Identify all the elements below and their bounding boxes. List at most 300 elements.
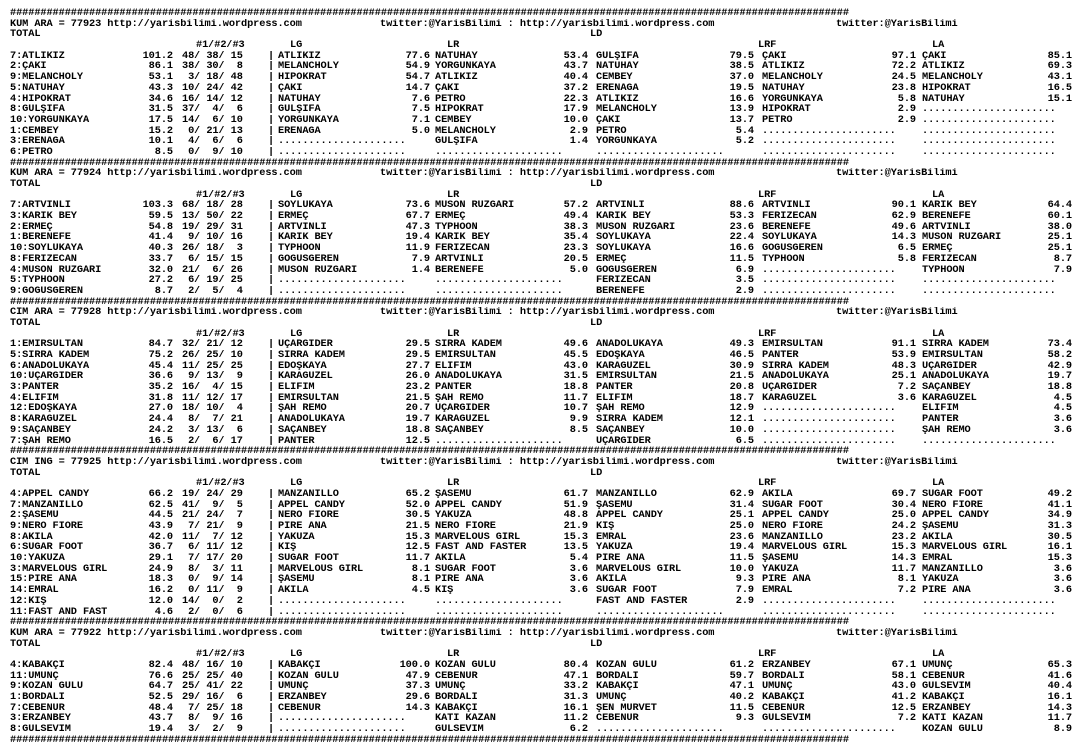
- ld-horse: ELİFİM: [596, 392, 633, 404]
- column-divider: |: [268, 146, 275, 158]
- horse-places: 14/ 6/ 10: [182, 114, 243, 126]
- lrf-horse: ŞASEMU: [762, 553, 799, 564]
- race-title-line: [10, 457, 1072, 468]
- horse-total-score: 35.2: [148, 382, 173, 393]
- places-label: #1/#2/#3: [196, 649, 245, 660]
- lrf-horse: MELANCHOLY: [762, 72, 823, 83]
- la-score: 38.0: [1047, 221, 1072, 233]
- horse-places: 2/ 0/ 6: [182, 606, 243, 618]
- column-divider: |: [268, 350, 275, 361]
- table-row: [10, 532, 1072, 543]
- table-row: [10, 94, 1072, 105]
- ld-score: 16.6: [729, 93, 754, 105]
- table-row: [10, 713, 1072, 724]
- horse-places: 19/ 29/ 31: [182, 221, 243, 233]
- lg-score: 52.0: [405, 499, 430, 511]
- la-horse: ......................: [922, 595, 1056, 607]
- lr-score: 47.1: [563, 670, 588, 682]
- lg-score: 1.4: [411, 264, 430, 276]
- lrf-label: LRF: [758, 649, 777, 660]
- la-score: 41.6: [1047, 670, 1072, 682]
- horse-total-name: 3:ERENAĞA: [10, 136, 65, 147]
- horse-total-name: 14:EMRAL: [10, 585, 59, 596]
- table-row: [10, 489, 1072, 500]
- table-row: [10, 660, 1072, 671]
- horse-total-score: 45.4: [148, 360, 173, 372]
- lr-horse: PETRO: [435, 93, 466, 105]
- table-row: [10, 147, 1072, 158]
- horse-total-name: 4:ELİFİM: [10, 392, 59, 404]
- ld-score: 10.0: [729, 563, 754, 575]
- lg-score: 21.5: [405, 521, 430, 532]
- ld-horse: EMRAL: [596, 531, 627, 543]
- horse-total-score: 64.7: [148, 681, 173, 692]
- column-divider: |: [268, 499, 275, 511]
- lg-score: 11.7: [405, 553, 430, 564]
- ld-horse: UMUNÇ: [596, 692, 627, 703]
- lr-score: 33.2: [563, 681, 588, 692]
- ld-horse: GÖĞÜSGEREN: [596, 264, 657, 276]
- horse-total-name: 1:EMİRSULTAN: [10, 339, 83, 350]
- la-horse: KOZAN GÜLÜ: [922, 724, 983, 735]
- la-score: 4.5: [1053, 392, 1072, 404]
- lr-score: 3.6: [569, 574, 588, 586]
- lr-horse: BERENEFE: [435, 264, 484, 276]
- ld-horse: KABAKÇI: [596, 681, 639, 692]
- lg-score: 27.7: [405, 360, 430, 372]
- la-score: 25.1: [1047, 243, 1072, 254]
- ld-horse: ERMEÇ: [596, 253, 627, 265]
- la-score: 43.1: [1047, 72, 1072, 83]
- horse-total-name: 4:HİPOKRAT: [10, 93, 71, 105]
- ld-horse: .....................: [596, 146, 724, 158]
- lg-score: 19.7: [405, 414, 430, 425]
- horse-total-name: 5:SIRRA KADEM: [10, 350, 90, 361]
- lrf-horse: ......................: [762, 403, 896, 415]
- lg-score: 7.6: [411, 93, 430, 105]
- table-row: [10, 500, 1072, 511]
- ld-score: 79.5: [729, 50, 754, 62]
- lrf-horse: GÖĞÜSGEREN: [762, 243, 823, 254]
- lr-horse: FAST AND FASTER: [435, 542, 527, 554]
- lg-score: 18.8: [405, 424, 430, 436]
- la-score: 31.3: [1047, 521, 1072, 532]
- column-divider: |: [268, 360, 275, 372]
- la-horse: MELANCHOLY: [922, 72, 983, 83]
- lg-horse: MARVELOUS GIRL: [278, 563, 364, 575]
- column-divider: |: [268, 243, 275, 254]
- horse-total-name: 7:CEBENUR: [10, 702, 65, 714]
- horse-total-score: 8.7: [154, 285, 173, 297]
- lg-horse: ANADOLUKAYA: [278, 414, 345, 425]
- horse-places: 9/ 13/ 9: [182, 371, 243, 383]
- column-divider: |: [268, 253, 275, 265]
- horse-total-name: 6:ANADOLUKAYA: [10, 360, 90, 372]
- lr-horse: KATI KAZAN: [435, 713, 496, 725]
- ld-score: 2.9: [735, 285, 754, 297]
- horse-total-name: 9:NERO FIORE: [10, 521, 83, 532]
- horse-places: 26/ 25/ 10: [182, 350, 243, 361]
- table-row: [10, 564, 1072, 575]
- lrf-horse: FERİZECAN: [762, 211, 817, 222]
- table-row: [10, 126, 1072, 137]
- horse-places: 11/ 25/ 25: [182, 360, 243, 372]
- lr-horse: KARIK BEY: [435, 232, 490, 244]
- lr-label: LR: [447, 649, 460, 660]
- horse-places: 25/ 41/ 22: [182, 681, 243, 692]
- ld-score: 12.9: [729, 403, 754, 415]
- column-divider: |: [268, 371, 275, 383]
- lg-horse: EDOŞKAYA: [278, 360, 327, 372]
- ld-score: 9.3: [735, 574, 754, 586]
- lg-score: 14.7: [405, 82, 430, 94]
- horse-total-score: 54.8: [148, 221, 173, 233]
- lrf-horse: ......................: [762, 275, 896, 286]
- horse-places: 6/ 19/ 25: [182, 275, 243, 286]
- lr-horse: UMUNÇ: [435, 681, 466, 692]
- total-label: TOTAL: [10, 317, 41, 329]
- column-divider: |: [268, 435, 275, 447]
- race-social-links: twitter:@YarisBilimi : http://yarisbilimi.wordpress.com: [380, 627, 715, 639]
- lr-horse: CEMBEY: [435, 114, 472, 126]
- separator-line: ##########################################################################################################################################: [10, 446, 849, 457]
- la-horse: UÇARGİDER: [922, 360, 977, 372]
- ld-score: 59.7: [729, 670, 754, 682]
- lrf-score: 41.2: [891, 692, 916, 703]
- la-score: 3.6: [1053, 563, 1072, 575]
- lg-horse: HİPOKRAT: [278, 72, 327, 83]
- ld-horse: ÇAKI: [596, 114, 621, 126]
- lrf-horse: UMUNÇ: [762, 681, 793, 692]
- horse-total-score: 16.2: [148, 585, 173, 596]
- ld-score: 18.7: [729, 392, 754, 404]
- column-divider: |: [268, 382, 275, 393]
- lrf-horse: TYPHOON: [762, 253, 805, 265]
- lr-score: 49.6: [563, 339, 588, 350]
- lg-horse: GÜLŞİFA: [278, 104, 321, 115]
- ld-horse: MELANCHOLY: [596, 104, 657, 115]
- ld-horse: AKİLA: [596, 574, 627, 586]
- lg-score: 14.3: [405, 702, 430, 714]
- lrf-score: 14.3: [891, 553, 916, 564]
- lg-horse: SIRRA KADEM: [278, 350, 345, 361]
- horse-total-name: 7:MANZANILLO: [10, 499, 83, 511]
- column-divider: |: [268, 702, 275, 714]
- ld-score: 61.2: [729, 659, 754, 671]
- lr-horse: YORGUNKAYA: [435, 61, 496, 73]
- lg-horse: ERENAĞA: [278, 125, 321, 137]
- lr-score: 61.7: [563, 488, 588, 500]
- la-horse: YAKUZA: [922, 574, 959, 586]
- lr-score: 3.6: [569, 563, 588, 575]
- lg-horse: EMİRSULTAN: [278, 392, 339, 404]
- la-horse: ......................: [922, 125, 1056, 137]
- horse-total-score: 103.3: [142, 200, 173, 212]
- horse-places: 11/ 12/ 17: [182, 392, 243, 404]
- horse-places: 19/ 24/ 29: [182, 488, 243, 500]
- lr-score: 9.9: [569, 414, 588, 425]
- lr-horse: MARVELOUS GIRL: [435, 531, 521, 543]
- ld-score: 25.1: [729, 510, 754, 521]
- lrf-horse: APPEL CANDY: [762, 510, 829, 521]
- lrf-horse: BERENEFE: [762, 221, 811, 233]
- la-score: 3.6: [1053, 585, 1072, 596]
- column-divider: |: [268, 670, 275, 682]
- table-row: [10, 211, 1072, 222]
- horse-total-name: 7:ATLIKIZ: [10, 50, 65, 62]
- lr-horse: .....................: [435, 275, 563, 286]
- lr-score: 8.5: [569, 424, 588, 436]
- la-score: 40.4: [1047, 681, 1072, 692]
- lg-horse: ELİFİM: [278, 382, 315, 393]
- horse-total-score: 19.4: [148, 724, 173, 735]
- lrf-horse: GÜLSEVİM: [762, 713, 811, 725]
- la-label: LA: [932, 189, 945, 201]
- la-horse: TYPHOON: [922, 264, 965, 276]
- table-row: [10, 232, 1072, 243]
- la-horse: ARTVİNLİ: [922, 221, 971, 233]
- lg-horse: KIŞ: [278, 542, 297, 554]
- lg-horse: MUSON RÜZGARI: [278, 264, 358, 276]
- horse-total-score: 43.3: [148, 82, 173, 94]
- lr-score: 18.8: [563, 382, 588, 393]
- horse-total-score: 42.0: [148, 531, 173, 543]
- lr-horse: UÇARGİDER: [435, 403, 490, 415]
- lr-score: 43.0: [563, 360, 588, 372]
- horse-places: 26/ 18/ 3: [182, 243, 243, 254]
- lrf-horse: SOYLUKAYA: [762, 232, 817, 244]
- horse-total-score: 59.5: [148, 211, 173, 222]
- lr-horse: KARAGÜZEL: [435, 414, 490, 425]
- ld-score: 16.6: [729, 243, 754, 254]
- lg-horse: AKİLA: [278, 585, 309, 596]
- horse-total-score: 24.2: [148, 424, 173, 436]
- lr-score: 5.4: [569, 553, 588, 564]
- lr-score: 45.5: [563, 350, 588, 361]
- la-score: 18.8: [1047, 382, 1072, 393]
- lr-horse: NATUHAY: [435, 50, 478, 62]
- la-label: LA: [932, 328, 945, 340]
- column-divider: |: [268, 61, 275, 73]
- race-social-links: twitter:@YarisBilimi : http://yarisbilimi.wordpress.com: [380, 18, 715, 30]
- lrf-score: 67.1: [891, 659, 916, 671]
- column-divider: |: [268, 488, 275, 500]
- ld-score: 40.2: [729, 692, 754, 703]
- lrf-horse: KARAGÜZEL: [762, 392, 817, 404]
- la-score: 19.7: [1047, 371, 1072, 383]
- race-title: KUM ARA = 77923 http://yarisbilimi.wordpress.com: [10, 18, 302, 30]
- lg-horse: ŞASEMU: [278, 574, 315, 586]
- lg-score: 47.3: [405, 221, 430, 233]
- horse-total-name: 8:GÜLŞİFA: [10, 104, 65, 115]
- la-horse: ......................: [922, 146, 1056, 158]
- lr-label: LR: [447, 189, 460, 201]
- lrf-score: 30.4: [891, 499, 916, 511]
- ld-score: 21.5: [729, 371, 754, 383]
- lg-horse: ARTVİNLİ: [278, 221, 327, 233]
- lr-horse: .....................: [435, 435, 563, 447]
- ld-horse: MANZANILLO: [596, 488, 657, 500]
- la-score: 16.1: [1047, 692, 1072, 703]
- la-horse: KARAGÜZEL: [922, 392, 977, 404]
- horse-total-name: 4:APPEL CANDY: [10, 488, 90, 500]
- lr-score: 37.2: [563, 82, 588, 94]
- lg-horse: YORGUNKAYA: [278, 114, 339, 126]
- lg-score: 15.3: [405, 531, 430, 543]
- ld-horse: MARVELOUS GIRL: [596, 563, 682, 575]
- ld-horse: SOYLUKAYA: [596, 232, 651, 244]
- lr-horse: PANTER: [435, 382, 472, 393]
- lrf-horse: ......................: [762, 264, 896, 276]
- lr-score: 1.4: [569, 136, 588, 147]
- horse-total-name: 11:UMUNÇ: [10, 670, 59, 682]
- horse-places: 11/ 7/ 12: [182, 531, 243, 543]
- race-social-links: twitter:@YarisBilimi : http://yarisbilimi.wordpress.com: [380, 456, 715, 468]
- ld-horse: PETRO: [596, 125, 627, 137]
- ld-horse: SIRRA KADEM: [596, 414, 663, 425]
- horse-places: 68/ 18/ 28: [182, 200, 243, 212]
- horse-places: 4/ 6/ 6: [182, 136, 243, 147]
- lrf-label: LRF: [758, 328, 777, 340]
- horse-total-score: 82.4: [148, 659, 173, 671]
- horse-total-score: 40.3: [148, 243, 173, 254]
- lr-score: 48.8: [563, 510, 588, 521]
- column-header-row: [10, 329, 1072, 340]
- la-label: LA: [932, 40, 945, 51]
- horse-places: 37/ 4/ 6: [182, 104, 243, 115]
- horse-total-score: 16.5: [148, 435, 173, 447]
- table-row: [10, 436, 1072, 447]
- lr-horse: .....................: [435, 146, 563, 158]
- horse-total-name: 2:ERMEÇ: [10, 221, 53, 233]
- horse-total-score: 4.6: [154, 606, 173, 618]
- lrf-label: LRF: [758, 40, 777, 51]
- la-score: 69.3: [1047, 61, 1072, 73]
- horse-total-score: 84.7: [148, 339, 173, 350]
- lg-horse: SAÇANBEY: [278, 424, 327, 436]
- lr-score: 23.3: [563, 243, 588, 254]
- lr-score: 15.3: [563, 531, 588, 543]
- lr-horse: .....................: [435, 285, 563, 297]
- lr-label: LR: [447, 328, 460, 340]
- ld-score: 53.3: [729, 211, 754, 222]
- la-horse: NERO FIORE: [922, 499, 983, 511]
- la-horse: ......................: [922, 114, 1056, 126]
- ld-horse: ŞASEMU: [596, 499, 633, 511]
- la-horse: APPEL CANDY: [922, 510, 989, 521]
- lg-score: 7.5: [411, 104, 430, 115]
- column-divider: |: [268, 510, 275, 521]
- lrf-score: 69.7: [891, 488, 916, 500]
- lr-score: 80.4: [563, 659, 588, 671]
- lrf-score: 3.6: [897, 392, 916, 404]
- ld-horse: BORDALI: [596, 670, 639, 682]
- lr-score: 53.4: [563, 50, 588, 62]
- la-horse: PİRE ANA: [922, 585, 971, 596]
- horse-total-name: 11:FAST AND FAST: [10, 606, 108, 618]
- la-score: 14.3: [1047, 702, 1072, 714]
- ld-score: 49.3: [729, 339, 754, 350]
- column-divider: |: [268, 221, 275, 233]
- lr-horse: SAÇANBEY: [435, 424, 484, 436]
- lr-horse: ŞASEMU: [435, 488, 472, 500]
- lr-score: 10.7: [563, 403, 588, 415]
- column-divider: |: [268, 521, 275, 532]
- horse-total-score: 24.4: [148, 414, 173, 425]
- table-row: [10, 350, 1072, 361]
- ld-horse: SUGAR FOOT: [596, 585, 657, 596]
- lrf-score: 5.8: [897, 253, 916, 265]
- la-horse: SUGAR FOOT: [922, 488, 983, 500]
- ld-label: LD: [590, 638, 603, 650]
- horse-total-name: 8:GÜLSEVİM: [10, 724, 71, 735]
- horse-total-name: 8:AKİLA: [10, 531, 53, 543]
- horse-total-score: 76.6: [148, 670, 173, 682]
- lr-horse: ERMEÇ: [435, 211, 466, 222]
- horse-total-score: 31.8: [148, 392, 173, 404]
- column-divider: |: [268, 93, 275, 105]
- lrf-horse: EMİRSULTAN: [762, 339, 823, 350]
- lrf-score: 11.7: [891, 563, 916, 575]
- column-divider: |: [268, 414, 275, 425]
- lrf-score: 62.9: [891, 211, 916, 222]
- column-divider: |: [268, 692, 275, 703]
- table-row: [10, 553, 1072, 564]
- ld-score: 46.5: [729, 350, 754, 361]
- horse-total-name: 3:MARVELOUS GIRL: [10, 563, 108, 575]
- horse-places: 16/ 4/ 15: [182, 382, 243, 393]
- table-row: [10, 607, 1072, 618]
- horse-places: 38/ 30/ 8: [182, 61, 243, 73]
- table-row: [10, 382, 1072, 393]
- horse-total-name: 1:CEMBEY: [10, 125, 59, 137]
- lr-horse: KIŞ: [435, 585, 454, 596]
- la-horse: UMUNÇ: [922, 659, 953, 671]
- ld-score: 23.6: [729, 531, 754, 543]
- lrf-horse: ÇAKI: [762, 50, 787, 62]
- lr-score: 38.3: [563, 221, 588, 233]
- column-divider: |: [268, 681, 275, 692]
- la-score: 42.9: [1047, 360, 1072, 372]
- column-divider: |: [268, 595, 275, 607]
- la-score: 3.6: [1053, 414, 1072, 425]
- horse-total-score: 34.6: [148, 93, 173, 105]
- lrf-score: 6.5: [897, 243, 916, 254]
- ld-score: 62.9: [729, 488, 754, 500]
- table-row: [10, 361, 1072, 372]
- la-horse: ......................: [922, 435, 1056, 447]
- table-row: [10, 265, 1072, 276]
- separator-line: ##########################################################################################################################################: [10, 617, 849, 628]
- la-horse: ......................: [922, 606, 1056, 618]
- la-score: 65.3: [1047, 659, 1072, 671]
- ld-horse: ANADOLUKAYA: [596, 339, 663, 350]
- ld-score: 25.0: [729, 521, 754, 532]
- lg-horse: SUGAR FOOT: [278, 553, 339, 564]
- ld-label: LD: [590, 29, 603, 41]
- lr-score: 49.4: [563, 211, 588, 222]
- la-score: 73.4: [1047, 339, 1072, 350]
- horse-places: 48/ 38/ 15: [182, 50, 243, 62]
- lg-score: 12.5: [405, 435, 430, 447]
- la-score: 60.1: [1047, 211, 1072, 222]
- horse-total-score: 10.1: [148, 136, 173, 147]
- lr-horse: KOZAN GÜLÜ: [435, 659, 496, 671]
- ld-score: 20.8: [729, 382, 754, 393]
- lr-horse: GÜLŞİFA: [435, 136, 478, 147]
- lg-horse: KABAKÇI: [278, 659, 321, 671]
- ld-horse: .....................: [596, 606, 724, 618]
